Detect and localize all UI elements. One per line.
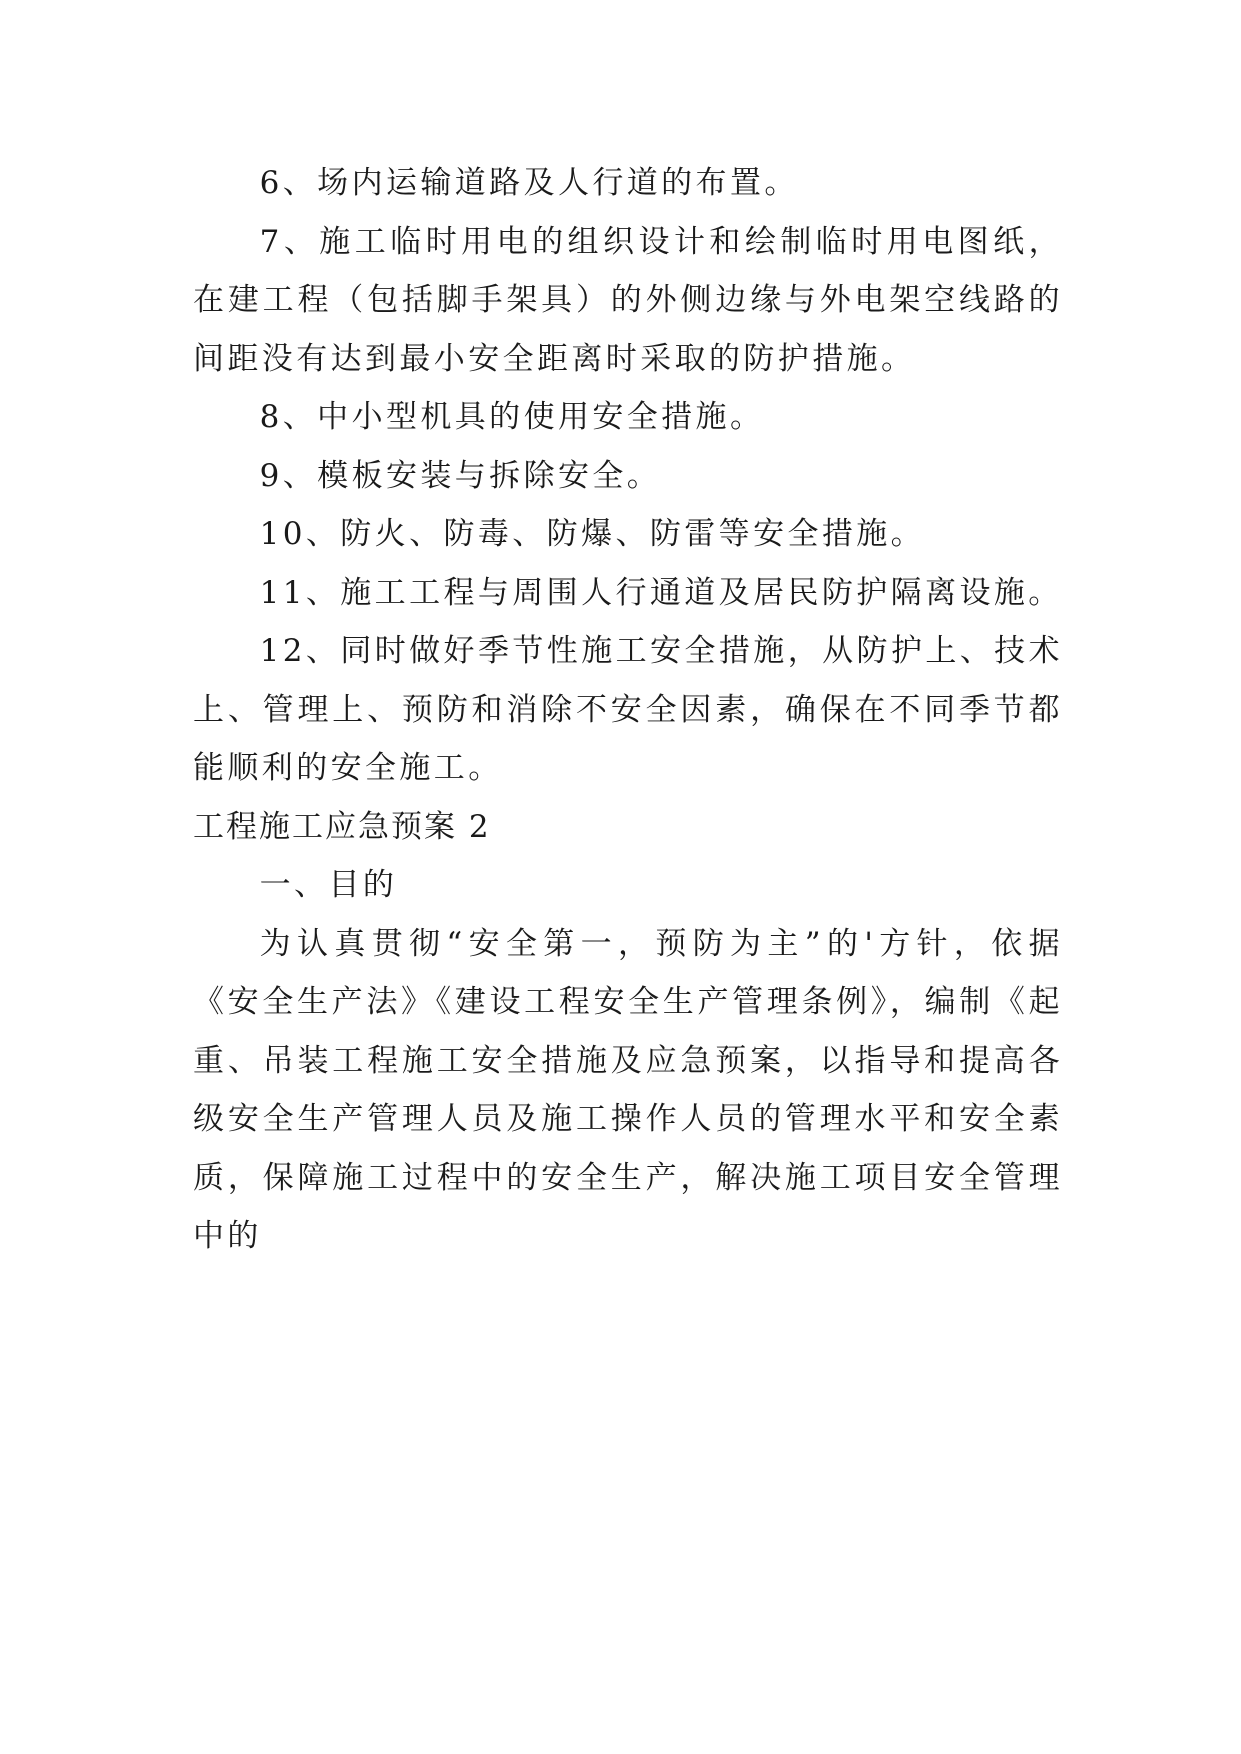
subheading: 一、目的 — [259, 867, 398, 903]
list-item-8: 8、中小型机具的使用安全措施。 — [259, 399, 765, 435]
list-item-10: 10、防火、防毒、防爆、防雷等安全措施。 — [259, 516, 926, 552]
list-item-7: 7、施工临时用电的组织设计和绘制临时用电图纸，在建工程（包括脚手架具）的外侧边缘与外电架空线路的间距没有达到最小安全距离时采取的防护措施。 — [193, 223, 1063, 377]
list-item-11: 11、施工工程与周围人行通道及居民防护隔离设施。 — [259, 574, 1063, 611]
document-body — [193, 154, 1063, 1266]
body-paragraph: 为认真贯彻“安全第一，预防为主”的'方针，依据《安全生产法》《建设工程安全生产管理条例》，编制《起重、吊装工程施工安全措施及应急预案，以指导和提高各级安全生产管理人员及施工操作人员的管理水平和安全素质，保障施工过程中的安全生产，解决施工项目安全管理中的 — [193, 925, 1063, 1254]
section-title: 工程施工应急预案 2 — [193, 808, 491, 845]
list-item-6: 6、场内运输道路及人行道的布置。 — [259, 165, 799, 201]
list-item-9: 9、模板安装与拆除安全。 — [259, 457, 662, 494]
list-item-12: 12、同时做好季节性施工安全措施，从防护上、技术上、管理上、预防和消除不安全因素，确保在不同季节都能顺利的安全施工。 — [193, 633, 1063, 786]
